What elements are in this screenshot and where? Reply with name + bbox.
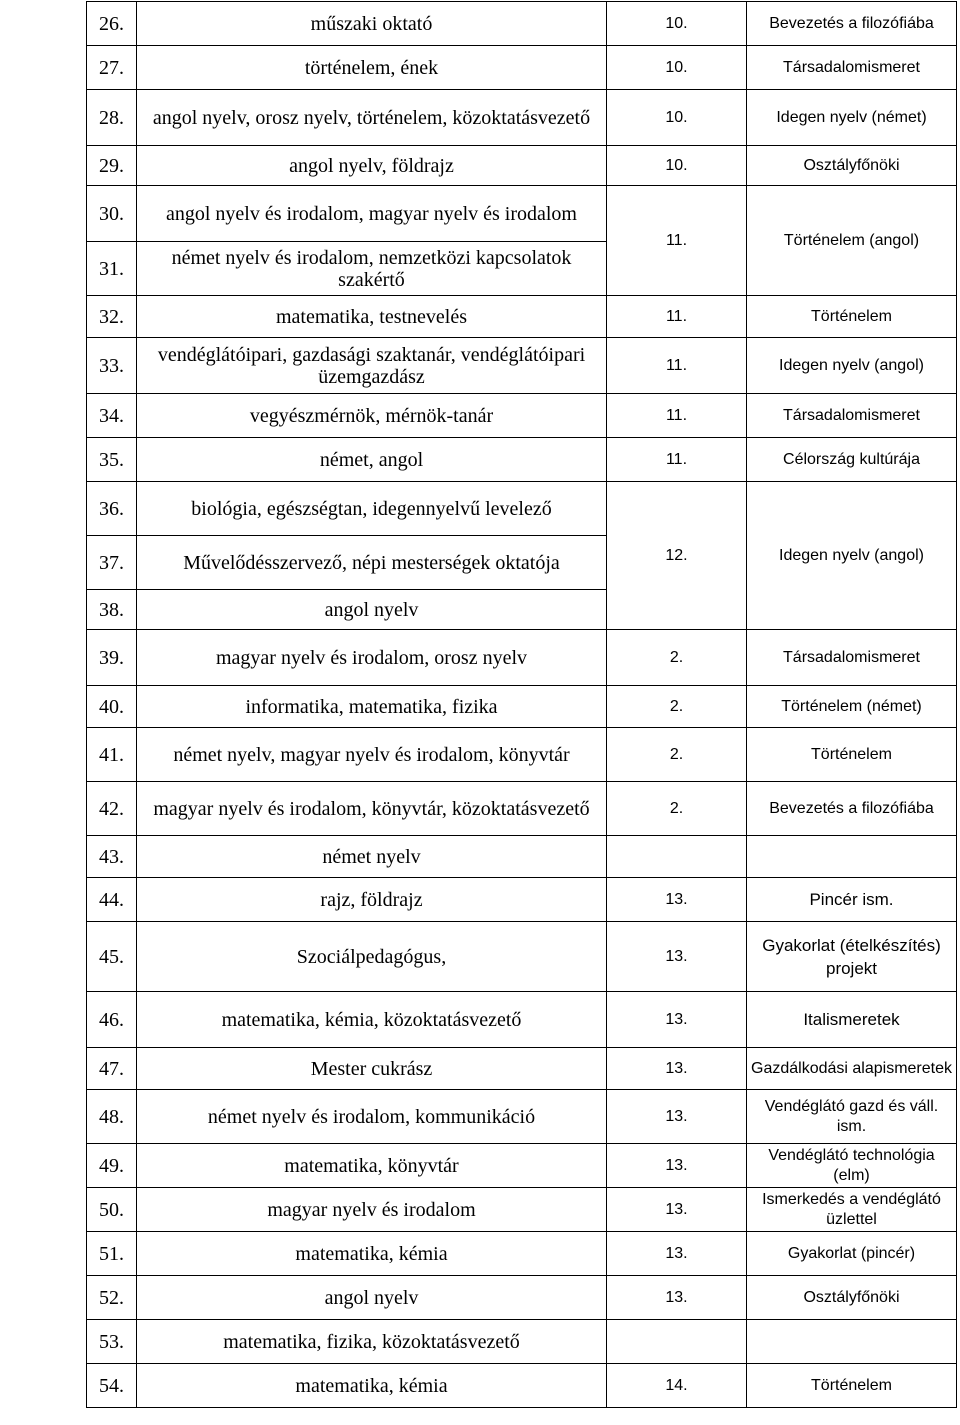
task-cell: Italismeretek [747, 992, 957, 1048]
grade-cell: 11. [607, 338, 747, 394]
task-cell: Történelem [747, 1364, 957, 1408]
task-cell: Társadalomismeret [747, 46, 957, 90]
grade-cell [607, 836, 747, 878]
grade-cell: 13. [607, 1232, 747, 1276]
subject-cell: rajz, földrajz [137, 878, 607, 922]
task-cell [747, 836, 957, 878]
task-cell: Vendéglátó gazd és váll. ism. [747, 1090, 957, 1144]
subject-cell: vegyészmérnök, mérnök-tanár [137, 394, 607, 438]
row-number: 29. [87, 146, 137, 186]
grade-cell: 2. [607, 728, 747, 782]
subject-cell: angol nyelv, földrajz [137, 146, 607, 186]
table-row [87, 1232, 957, 1276]
grade-cell: 10. [607, 146, 747, 186]
table-row [87, 1364, 957, 1408]
table-row [87, 482, 957, 536]
row-number: 45. [87, 922, 137, 992]
subject-cell: magyar nyelv és irodalom, orosz nyelv [137, 630, 607, 686]
row-number: 46. [87, 992, 137, 1048]
table-row [87, 782, 957, 836]
task-cell: Társadalomismeret [747, 630, 957, 686]
grade-cell: 2. [607, 686, 747, 728]
grade-cell: 11. [607, 438, 747, 482]
task-cell: Pincér ism. [747, 878, 957, 922]
subject-cell: vendéglátóipari, gazdasági szaktanár, vendéglátóipari üzemgazdász [137, 338, 607, 394]
task-cell [747, 1320, 957, 1364]
row-number: 41. [87, 728, 137, 782]
subject-cell: matematika, testnevelés [137, 296, 607, 338]
task-cell: Gyakorlat (ételkészítés) projekt [747, 922, 957, 992]
row-number: 26. [87, 2, 137, 46]
table-row [87, 46, 957, 90]
task-cell: Osztályfőnöki [747, 146, 957, 186]
subject-cell: német nyelv, magyar nyelv és irodalom, könyvtár [137, 728, 607, 782]
grade-cell: 13. [607, 1276, 747, 1320]
table-row [87, 2, 957, 46]
task-cell: Történelem [747, 728, 957, 782]
subject-cell: Művelődésszervező, népi mesterségek oktatója [137, 536, 607, 590]
table-row [87, 90, 957, 146]
subject-cell: biológia, egészségtan, idegennyelvű levelező [137, 482, 607, 536]
table-row [87, 1090, 957, 1144]
table-row [87, 338, 957, 394]
row-number: 53. [87, 1320, 137, 1364]
row-number: 49. [87, 1144, 137, 1188]
grade-cell: 13. [607, 1090, 747, 1144]
row-number: 34. [87, 394, 137, 438]
subject-cell: német, angol [137, 438, 607, 482]
row-number: 28. [87, 90, 137, 146]
table-row [87, 922, 957, 992]
grade-cell: 2. [607, 630, 747, 686]
grade-cell [607, 1320, 747, 1364]
row-number: 54. [87, 1364, 137, 1408]
table-row [87, 836, 957, 878]
table-row [87, 686, 957, 728]
table-row [87, 1188, 957, 1232]
task-cell: Bevezetés a filozófiába [747, 2, 957, 46]
row-number: 51. [87, 1232, 137, 1276]
row-number: 40. [87, 686, 137, 728]
table-row [87, 394, 957, 438]
subject-cell: informatika, matematika, fizika [137, 686, 607, 728]
row-number: 33. [87, 338, 137, 394]
task-cell: Idegen nyelv (német) [747, 90, 957, 146]
grade-cell: 11. [607, 296, 747, 338]
subject-cell: matematika, kémia, közoktatásvezető [137, 992, 607, 1048]
grade-cell: 14. [607, 1364, 747, 1408]
row-number: 42. [87, 782, 137, 836]
table-row [87, 728, 957, 782]
grade-cell: 2. [607, 782, 747, 836]
grade-cell: 11. [607, 394, 747, 438]
table-row [87, 1048, 957, 1090]
subject-cell: Mester cukrász [137, 1048, 607, 1090]
grade-cell: 10. [607, 2, 747, 46]
grade-cell: 12. [607, 482, 747, 630]
task-cell: Történelem (angol) [747, 186, 957, 296]
grade-cell: 10. [607, 46, 747, 90]
subject-cell: műszaki oktató [137, 2, 607, 46]
subject-cell: Szociálpedagógus, [137, 922, 607, 992]
table-row [87, 878, 957, 922]
row-number: 32. [87, 296, 137, 338]
row-number: 36. [87, 482, 137, 536]
subject-cell: történelem, ének [137, 46, 607, 90]
row-number: 35. [87, 438, 137, 482]
table-row [87, 630, 957, 686]
grade-cell: 10. [607, 90, 747, 146]
task-cell: Történelem [747, 296, 957, 338]
grade-cell: 13. [607, 1048, 747, 1090]
row-number: 39. [87, 630, 137, 686]
subject-cell: matematika, fizika, közoktatásvezető [137, 1320, 607, 1364]
subject-cell: matematika, könyvtár [137, 1144, 607, 1188]
task-cell: Vendéglátó technológia (elm) [747, 1144, 957, 1188]
row-number: 37. [87, 536, 137, 590]
task-cell: Ismerkedés a vendéglátó üzlettel [747, 1188, 957, 1232]
task-cell: Bevezetés a filozófiába [747, 782, 957, 836]
table-row [87, 146, 957, 186]
row-number: 48. [87, 1090, 137, 1144]
subject-cell: angol nyelv, orosz nyelv, történelem, közoktatásvezető [137, 90, 607, 146]
task-cell: Gazdálkodási alapismeretek [747, 1048, 957, 1090]
table-row [87, 992, 957, 1048]
row-number: 50. [87, 1188, 137, 1232]
row-number: 38. [87, 590, 137, 630]
subject-cell: magyar nyelv és irodalom [137, 1188, 607, 1232]
subject-cell: angol nyelv és irodalom, magyar nyelv és irodalom [137, 186, 607, 242]
teacher-roster-table [86, 1, 957, 1408]
task-cell: Osztályfőnöki [747, 1276, 957, 1320]
row-number: 30. [87, 186, 137, 242]
grade-cell: 13. [607, 1188, 747, 1232]
task-cell: Gyakorlat (pincér) [747, 1232, 957, 1276]
row-number: 47. [87, 1048, 137, 1090]
table-row [87, 1144, 957, 1188]
task-cell: Idegen nyelv (angol) [747, 482, 957, 630]
subject-cell: német nyelv és irodalom, nemzetközi kapcsolatok szakértő [137, 242, 607, 296]
grade-cell: 13. [607, 878, 747, 922]
subject-cell: angol nyelv [137, 590, 607, 630]
grade-cell: 13. [607, 1144, 747, 1188]
table-row [87, 1276, 957, 1320]
row-number: 52. [87, 1276, 137, 1320]
task-cell: Idegen nyelv (angol) [747, 338, 957, 394]
task-cell: Történelem (német) [747, 686, 957, 728]
table-row [87, 186, 957, 242]
grade-cell: 13. [607, 922, 747, 992]
table-row [87, 438, 957, 482]
subject-cell: angol nyelv [137, 1276, 607, 1320]
task-cell: Társadalomismeret [747, 394, 957, 438]
subject-cell: német nyelv [137, 836, 607, 878]
task-cell: Célország kultúrája [747, 438, 957, 482]
table-row [87, 296, 957, 338]
subject-cell: magyar nyelv és irodalom, könyvtár, közoktatásvezető [137, 782, 607, 836]
grade-cell: 11. [607, 186, 747, 296]
table-row [87, 1320, 957, 1364]
row-number: 31. [87, 242, 137, 296]
subject-cell: matematika, kémia [137, 1364, 607, 1408]
subject-cell: német nyelv és irodalom, kommunikáció [137, 1090, 607, 1144]
subject-cell: matematika, kémia [137, 1232, 607, 1276]
row-number: 27. [87, 46, 137, 90]
grade-cell: 13. [607, 992, 747, 1048]
row-number: 43. [87, 836, 137, 878]
row-number: 44. [87, 878, 137, 922]
